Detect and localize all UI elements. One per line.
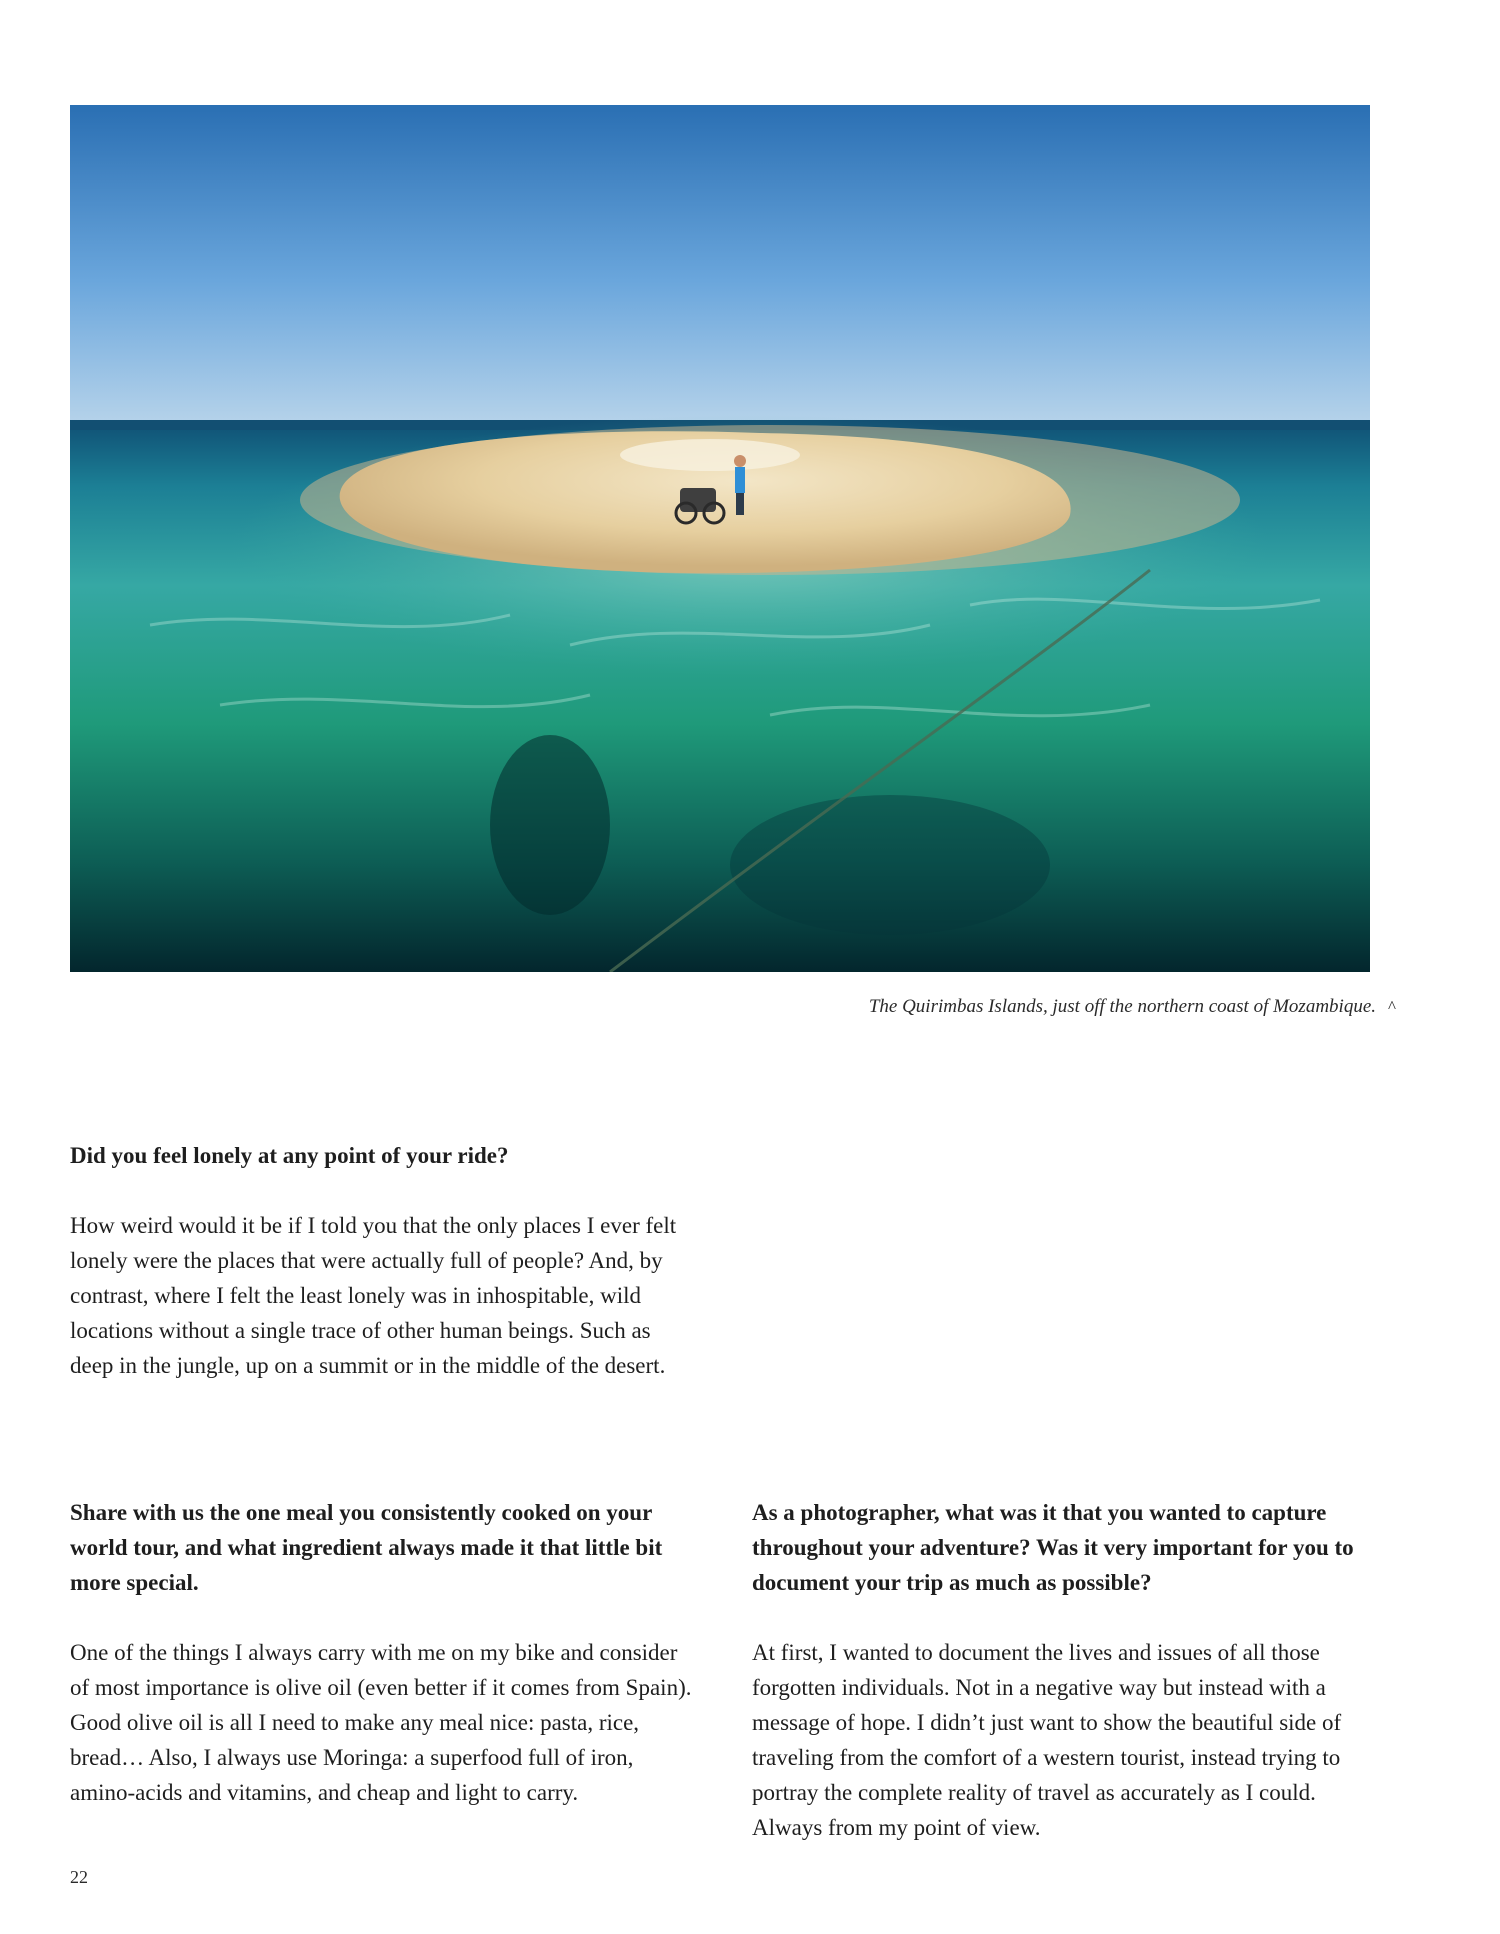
caption-text: The Quirimbas Islands, just off the northern coast of Mozambique. bbox=[868, 996, 1377, 1017]
answer-paragraph: At first, I wanted to document the lives and issues of all those forgotten individuals. Not in a negative way but instead with a message of hope. I didn’t just want to show the beautiful side of traveling from the comfort of a western tourist, instead trying to portray the complete reality of travel as accurately as I could. Always from my point of view. bbox=[752, 1640, 1342, 1840]
question-heading: Did you feel lonely at any point of your ride? bbox=[70, 1143, 509, 1168]
answer-paragraph: How weird would it be if I told you that the only places I ever felt lonely were the places that were actually full of people? And, by contrast, where I felt the least lonely was in inhospitable, wild locations without a single trace of other human beings. Such as deep in the jungle, up on a summit or in the middle of the desert. bbox=[70, 1213, 677, 1378]
answer-paragraph: One of the things I always carry with me on my bike and consider of most importance is olive oil (even better if it comes from Spain). Good olive oil is all I need to make any meal nice: pasta, rice, bread… Also, I always use Moringa: a superfood full of iron, amino-acids and vitamins, and cheap and light to carry. bbox=[70, 1640, 692, 1805]
question-heading: Share with us the one meal you consistently cooked on your world tour, and what ingredient always made it that little bit more special. bbox=[70, 1500, 663, 1595]
photo-caption bbox=[869, 996, 1396, 1018]
caption-arrow-icon: ^ bbox=[1388, 997, 1396, 1016]
qa-block-photography bbox=[752, 1495, 1377, 1845]
island-photo-illustration bbox=[70, 105, 1370, 972]
island-photo bbox=[70, 105, 1370, 972]
page-number: 22 bbox=[70, 1867, 88, 1887]
qa-block-loneliness bbox=[70, 1138, 690, 1383]
qa-block-meal bbox=[70, 1495, 695, 1810]
question-heading: As a photographer, what was it that you wanted to capture throughout your adventure? Was it very important for you to document your trip as much as possible? bbox=[752, 1500, 1354, 1595]
